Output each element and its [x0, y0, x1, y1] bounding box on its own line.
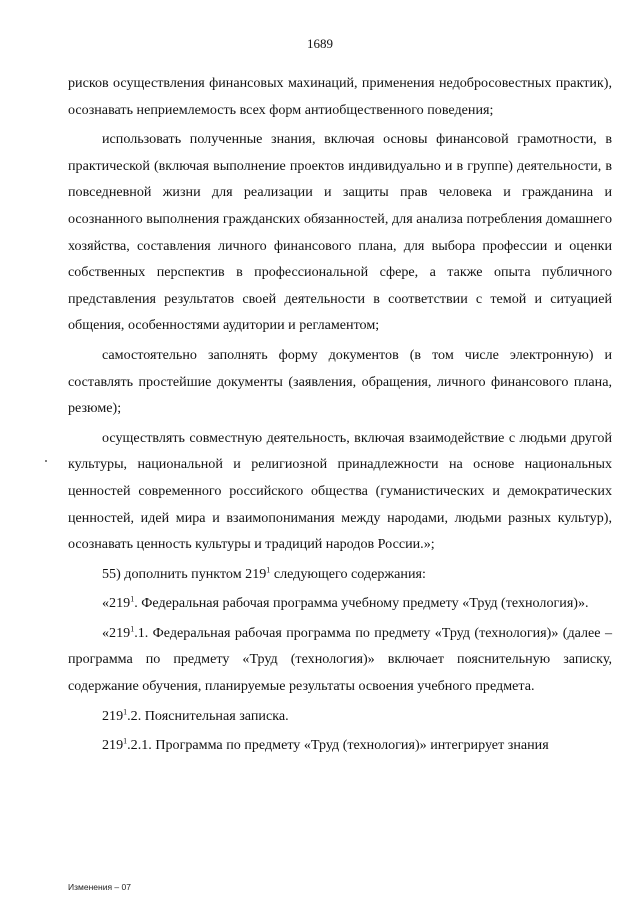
paragraph-1: рисков осуществления финансовых махинаций, применения недобросовестных практик), осознавать неприемлемость всех форм антиобщественного поведения;	[68, 75, 612, 118]
scan-mark	[45, 460, 47, 462]
paragraph-5: 55) дополнить пунктом $219^1$ следующего содержания:	[102, 565, 426, 582]
paragraph-6: «$219^1$. Федеральная рабочая программа учебному предмету «Труд (технология)».	[102, 594, 589, 612]
document-body	[68, 70, 612, 759]
page-number: 1689	[307, 36, 333, 51]
paragraph-2: использовать полученные знания, включая основы финансовой грамотности, в практической (включая выполнение проектов индивидуально и в группе) деятельности, в повседневной жизни для реализации и защиты прав человека и гражданина и осознанного выполнения гражданских обязанностей, для анализа потребления домашнего хозяйства, составления личного финансового плана, для выбора профессии и оценки собственных перспектив в профессиональной сфере, а также опыта публичного представления результатов своей деятельности в соответствии с темой и ситуацией общения, особенностями аудитории и регламентом;	[68, 131, 612, 334]
paragraph-8: $219^1.2$. Пояснительная записка.	[102, 706, 289, 724]
paragraph-9: $219^1.2.1$. Программа по предмету «Труд (технология)» интегрирует знания	[102, 736, 549, 754]
paragraph-3: самостоятельно заполнять форму документов (в том числе электронную) и составлять простейшие документы (заявления, обращения, личного финансового плана, резюме);	[68, 346, 612, 417]
footer-note: Изменения – 07	[68, 882, 131, 892]
paragraph-4: осуществлять совместную деятельность, включая взаимодействие с людьми другой культуры, национальной и религиозной принадлежности на основе национальных ценностей современного российского общества (гуманистических и демократических ценностей, идей мира и взаимопонимания между народами, людьми разных культур), осознавать ценность культуры и традиций народов России.»;	[68, 429, 612, 553]
paragraph-7: «$219^1.1$. Федеральная рабочая программа по предмету «Труд (технология)» (далее – программа по предмету «Труд (технология)» включает пояснительную записку, содержание обучения, планируемые результаты освоения учебного предмета.	[68, 624, 612, 695]
